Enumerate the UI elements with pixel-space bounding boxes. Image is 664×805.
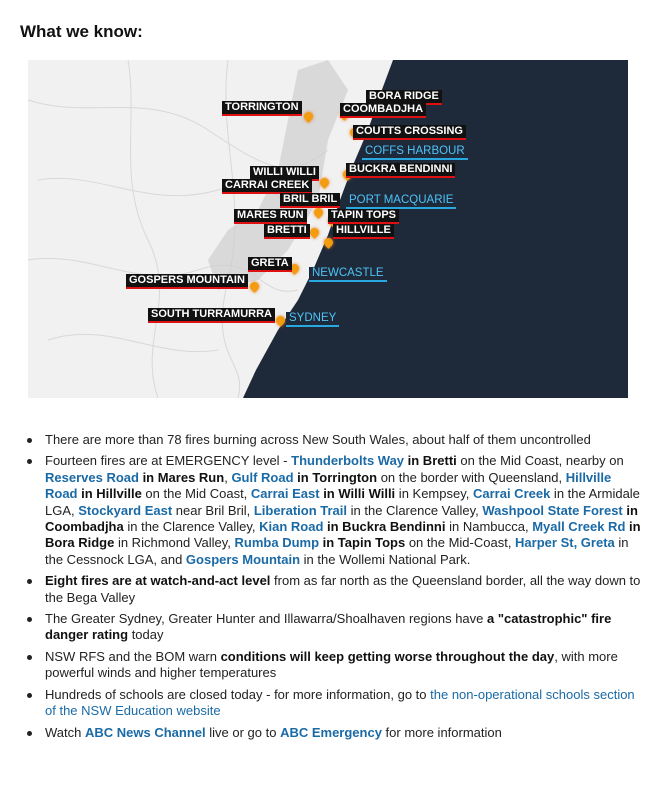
map-graphic — [28, 60, 628, 398]
carrai-creek-link[interactable]: Carrai Creek — [472, 486, 551, 502]
gospers-mountain-link[interactable]: Gospers Mountain — [185, 551, 301, 567]
fire-label: CARRAI CREEK — [222, 179, 312, 194]
list-item: Eight fires are at watch-and-act level from as far north as the Queensland border, all the way down to the Bega Valley — [24, 573, 644, 606]
city-label: SYDNEY — [286, 312, 339, 327]
city-label: COFFS HARBOUR — [362, 145, 468, 160]
city-label: NEWCASTLE — [309, 267, 387, 282]
fire-label: COOMBADJHA — [340, 103, 426, 118]
fire-label: TORRINGTON — [222, 101, 302, 116]
fire-label: GRETA — [248, 257, 292, 272]
list-item: There are more than 78 fires burning across New South Wales, about half of them uncontrolled — [24, 432, 644, 448]
city-label: PORT MACQUARIE — [346, 194, 456, 209]
fire-label: BORA RIDGE — [366, 90, 442, 105]
harper-st-greta-link[interactable]: Harper St, Greta — [515, 535, 615, 551]
fire-label: COUTTS CROSSING — [353, 125, 466, 140]
liberation-trail-link[interactable]: Liberation Trail — [253, 502, 348, 518]
abc-emergency-link[interactable]: ABC Emergency — [280, 724, 382, 740]
facts-list — [24, 432, 644, 746]
fire-label: GOSPERS MOUNTAIN — [126, 274, 248, 289]
thunderbolts-way-link[interactable]: Thunderbolts Way — [291, 453, 405, 469]
rumba-dump-link[interactable]: Rumba Dump — [234, 535, 320, 551]
hillville-road-link[interactable]: Hillville Road — [45, 469, 612, 502]
list-item: Watch ABC News Channel live or go to ABC Emergency for more information — [24, 725, 644, 741]
fire-label: BRETTI — [264, 224, 310, 239]
page-heading: What we know: — [20, 22, 143, 41]
schools-info-link[interactable]: the non-operational schools section of the NSW Education website — [45, 686, 635, 719]
fire-label: HILLVILLE — [333, 224, 394, 239]
fire-map — [28, 60, 628, 398]
fire-label: BRIL BRIL — [280, 193, 340, 208]
fire-label: SOUTH TURRAMURRA — [148, 308, 275, 323]
fire-label: WILLI WILLI — [250, 166, 319, 181]
list-item: The Greater Sydney, Greater Hunter and Illawarra/Shoalhaven regions have a "catastrophic" fire danger rating today — [24, 611, 644, 644]
washpool-state-forest-link[interactable]: Washpool State Forest — [482, 502, 623, 518]
stockyard-east-link[interactable]: Stockyard East — [78, 502, 173, 518]
carrai-east-link[interactable]: Carrai East — [250, 486, 320, 502]
myall-creek-rd-link[interactable]: Myall Creek Rd — [532, 519, 626, 535]
abc-news-channel-link[interactable]: ABC News Channel — [84, 724, 206, 740]
fire-label: BUCKRA BENDINNI — [346, 163, 455, 178]
reserves-road-link[interactable]: Reserves Road — [45, 469, 139, 485]
kian-road-link[interactable]: Kian Road — [259, 519, 324, 535]
list-item: Fourteen fires are at EMERGENCY level - Thunderbolts Way in Bretti on the Mid Coast, nearby on Reserves Road in Mares Run, Gulf Road in Torrington on the border with Queensland, Hillville Road in Hillville on the Mid Coast, Carrai East in Willi Willi in Kempsey, Carrai Creek in the Armidale LGA, Stockyard East near Bril Bril, Liberation Trail in the Clarence Valley, Washpool State Forest in Coombadjha in the Clarence Valley, Kian Road in Buckra Bendinni in Nambucca, Myall Creek Rd in Bora Ridge in Richmond Valley, Rumba Dump in Tapin Tops on the Mid-Coast, Harper St, Greta in the Cessnock LGA, and Gospers Mountain in the Wollemi National Park. — [24, 453, 644, 568]
list-item: NSW RFS and the BOM warn conditions will keep getting worse throughout the day, with more powerful winds and higher temperatures — [24, 649, 644, 682]
fire-label: MARES RUN — [234, 209, 307, 224]
fire-label: TAPIN TOPS — [328, 209, 399, 224]
gulf-road-link[interactable]: Gulf Road — [231, 469, 294, 485]
list-item: Hundreds of schools are closed today - for more information, go to the non-operational schools section of the NSW Education website — [24, 687, 644, 720]
